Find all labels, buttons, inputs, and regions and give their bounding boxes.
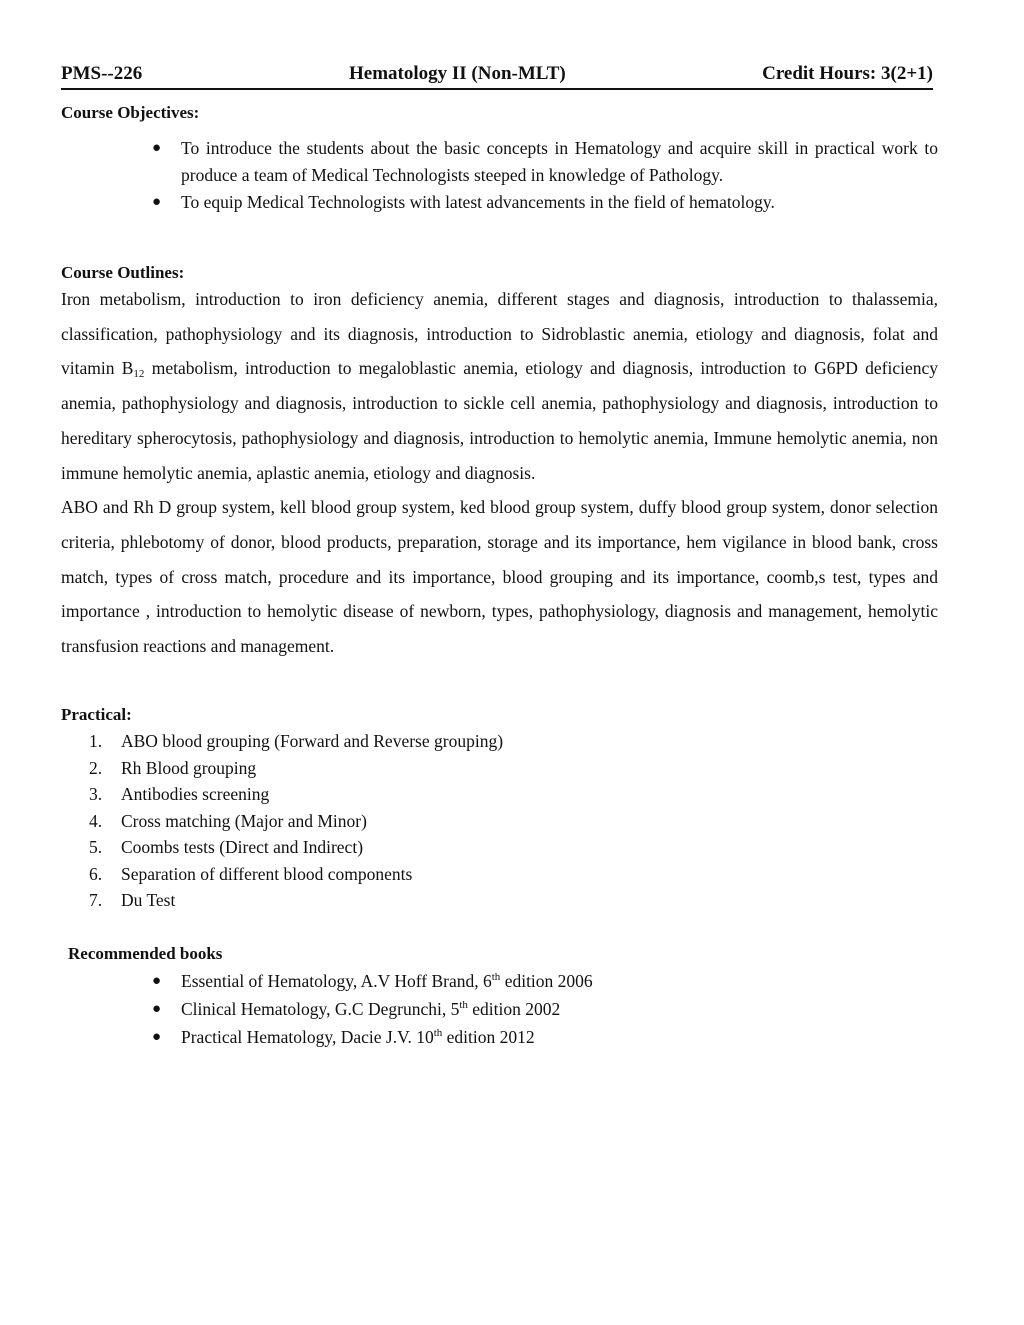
list-item: 6. Separation of different blood components (89, 863, 413, 884)
outlines-body (61, 282, 938, 664)
list-item: 2. Rh Blood grouping (89, 757, 257, 778)
credit-hours: Credit Hours: 3(2+1) (762, 63, 933, 84)
book-item: ● Essential of Hematology, A.V Hoff Brand, 6th edition 2006 (0, 967, 1024, 995)
bullet-icon: ● (152, 140, 162, 156)
course-header (61, 60, 933, 90)
objectives-list (0, 135, 1024, 216)
outlines-heading: Course Outlines: (61, 263, 185, 282)
bullet-icon: ● (152, 973, 162, 989)
practical-heading: Practical: (61, 705, 132, 724)
list-item: 3. Antibodies screening (89, 784, 270, 804)
subscript: 12 (133, 368, 145, 381)
book-item: ● Practical Hematology, Dacie J.V. 10th edition 2012 (0, 1023, 1024, 1051)
bullet-icon: ● (152, 1029, 162, 1045)
course-title: Hematology II (Non-MLT) (349, 63, 566, 84)
objective-item: ● To introduce the students about the basic concepts in Hematology and acquire skill in practical work to produce a team of Medical Technologists steeped in knowledge of Pathology. (0, 135, 1024, 189)
outline-paragraph: Iron metabolism, introduction to iron deficiency anemia, different stages and diagnosis, introduction to thalassemia, classification, pathophysiology and its diagnosis, introduction to Sidroblastic anemia, etiology and diagnosis, folat and vitamin $B_{12}$ metabolism, introduction to megaloblastic anemia, etiology and diagnosis, introduction to G6PD deficiency anemia, pathophysiology and diagnosis, introduction to sickle cell anemia, pathophysiology and diagnosis, introduction to hereditary spherocytosis, pathophysiology and diagnosis, introduction to hemolytic anemia, Immune hemolytic anemia, non immune hemolytic anemia, aplastic anemia, etiology and diagnosis. (61, 289, 938, 483)
list-item: 1. ABO blood grouping (Forward and Reverse grouping) (89, 731, 504, 751)
course-code: PMS--226 (61, 63, 143, 84)
superscript: th (433, 1027, 443, 1039)
practical-list (0, 728, 1024, 914)
outline-paragraph: ABO and Rh D group system, kell blood group system, ked blood group system, duffy blood group system, donor selection criteria, phlebotomy of donor, blood products, preparation, storage and its importance, hem vigilance in blood bank, cross match, types of cross match, procedure and its importance, blood grouping and its importance, coomb,s test, types and importance , introduction to hemolytic disease of newborn, types, pathophysiology, diagnosis and management, hemolytic transfusion reactions and management. (61, 497, 938, 657)
books-list (0, 967, 1024, 1051)
list-item: 7. Du Test (89, 890, 176, 910)
list-item: 5. Coombs tests (Direct and Indirect) (89, 837, 364, 857)
objective-item: ● To equip Medical Technologists with latest advancements in the field of hematology. (0, 189, 1024, 216)
superscript: th (491, 971, 501, 983)
superscript: th (459, 999, 468, 1011)
bullet-icon: ● (152, 1001, 162, 1017)
list-item: 4. Cross matching (Major and Minor) (89, 810, 367, 831)
bullet-icon: ● (152, 194, 162, 210)
books-heading: Recommended books (68, 944, 223, 963)
book-item: ● Clinical Hematology, G.C Degrunchi, 5th edition 2002 (0, 995, 1024, 1023)
objectives-heading: Course Objectives: (61, 103, 200, 122)
